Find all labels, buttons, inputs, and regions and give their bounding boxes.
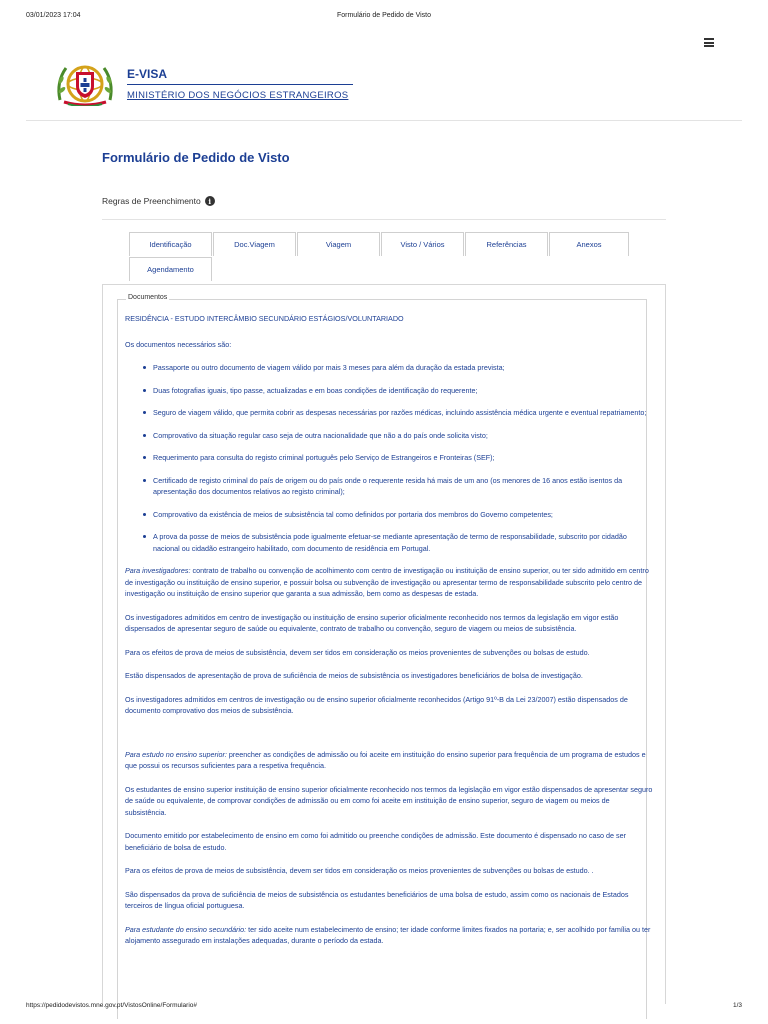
secondary-paragraph — [125, 924, 653, 947]
paragraph: Documento emitido por estabelecimento de ensino em como foi admitido ou preenche condições de admissão. Este documento é dispensado no caso de ser beneficiário de bolsa de estudo. — [125, 831, 627, 852]
print-url: https://pedidodevistos.mne.gov.pt/VistosOnline/Formulario# — [26, 1002, 198, 1009]
list-item: Comprovativo da existência de meios de subsistência tal como definidos por portaria dos membros do Governo competentes; — [125, 509, 653, 521]
spacer — [125, 729, 653, 749]
paragraph: Os estudantes de ensino superior instituição de ensino superior oficialmente reconhecido nos termos da legislação em vigor estão dispensados de apresentar seguro de saúde ou equivalente, de comprovar condições de admissão ou em como foi aceite em instituição de ensino superior, seguro de viagem ou meios de subsistência. — [125, 784, 653, 817]
higher-education-text: preencher as condições de admissão ou foi aceite em instituição do ensino superior para frequência de um programa de estudos e que possui os recursos suficientes para a respetiva frequência. — [125, 749, 646, 770]
secondary-text: ter sido aceite num estabelecimento de ensino; ter idade conforme limites fixados na portaria; e, ser acolhido por família ou ter alojamento assegurado em instalações adequadas, durante o período da estada. — [125, 924, 651, 945]
brand-divider — [127, 84, 353, 85]
documents-legend: Documentos — [128, 294, 168, 301]
paragraph: Os investigadores admitidos em centro de investigação ou instituição de ensino superior oficialmente reconhecido nos termos da legislação em vigor estão dispensados de apresentar seguro de saúde ou equivalente, contrato de trabalho ou convenção, seguro de viagem ou meios de subsistência. — [125, 612, 619, 633]
documents-list — [125, 362, 653, 554]
paragraph: Estão dispensados de apresentação de prova de suficiência de meios de subsistência os investigadores beneficiários de bolsa de investigação. — [125, 671, 583, 680]
researchers-text: contrato de trabalho ou convenção de acolhimento com centro de investigação ou instituição de ensino superior, ou ter sido admitido em centro de investigação ou instituição de ensino superior, e possuir bolsa ou subvenção de investigação ou apresentar termo de responsabilidade subscrito pelo centro de investigação ou instituição de ensino superior que garanta a sua admissão, bem como as despesas de estada. — [125, 566, 649, 598]
fill-rules[interactable] — [102, 196, 215, 206]
paragraph: Os investigadores admitidos em centros de investigação ou de ensino superior oficialmente reconhecidos (Artigo 91º-B da Lei 23/2007) estão dispensados de documento comprovativo dos meios de subsistência. — [125, 694, 628, 715]
secondary-label: Para estudante do ensino secundário: — [125, 924, 247, 934]
rules-divider — [102, 219, 666, 220]
ministry-link[interactable]: MINISTÉRIO DOS NEGÓCIOS ESTRANGEIROS — [127, 90, 349, 101]
list-item: Passaporte ou outro documento de viagem válido por mais 3 meses para além da duração da estada prevista; — [125, 362, 653, 374]
tab-visto-varios[interactable]: Visto / Vários — [381, 232, 464, 256]
higher-education-label: Para estudo no ensino superior: — [125, 749, 227, 759]
list-item: Duas fotografias iguais, tipo passe, actualizadas e em boas condições de identificação do requerente; — [125, 385, 653, 397]
hamburger-menu-icon[interactable] — [704, 38, 714, 47]
page-title: Formulário de Pedido de Visto — [102, 150, 290, 165]
print-title: Formulário de Pedido de Visto — [336, 12, 432, 19]
fill-rules-label[interactable]: Regras de Preenchimento — [102, 196, 201, 206]
researchers-label: Para investigadores: — [125, 566, 191, 575]
print-header — [26, 12, 742, 24]
tab-identificacao[interactable]: Identificação — [129, 232, 212, 256]
visa-type-heading: RESIDÊNCIA - ESTUDO INTERCÂMBIO SECUNDÁRIO ESTÁGIOS/VOLUNTARIADO — [125, 314, 404, 323]
print-date: 03/01/2023 17:04 — [26, 12, 81, 19]
paragraph: São dispensados da prova de suficiência de meios de subsistência os estudantes beneficiários de uma bolsa de estudo, assim como os nacionais de Estados terceiros de língua oficial portuguesa. — [125, 889, 629, 910]
brand-name[interactable]: E-VISA — [127, 67, 168, 81]
documents-panel — [102, 284, 666, 1004]
tab-doc-viagem[interactable]: Doc.Viagem — [213, 232, 296, 256]
paragraph: Para os efeitos de prova de meios de subsistência, devem ser tidos em consideração os meios provenientes de subvenções ou bolsas de estudo. — [125, 647, 590, 657]
list-item: A prova da posse de meios de subsistência pode igualmente efetuar-se mediante apresentação de termo de responsabilidade, subscrito por cidadão nacional ou cidadão estrangeiro habilitado, com documento de residência em Portugal. — [125, 531, 653, 554]
tab-anexos[interactable]: Anexos — [549, 232, 629, 256]
researchers-paragraph — [125, 565, 653, 600]
paragraph: Para os efeitos de prova de meios de subsistência, devem ser tidos em consideração os meios provenientes de subvenções ou bolsas de estudo. . — [125, 866, 594, 875]
documents-intro: Os documentos necessários são: — [125, 339, 232, 349]
tab-viagem[interactable]: Viagem — [297, 232, 380, 256]
portugal-coat-of-arms-icon — [52, 60, 118, 106]
list-item: Requerimento para consulta do registo criminal português pelo Serviço de Estrangeiros e Fronteiras (SEF); — [125, 452, 653, 464]
list-item: Comprovativo da situação regular caso seja de outra nacionalidade que não a do país onde solicita visto; — [125, 430, 653, 442]
list-item: Seguro de viagem válido, que permita cobrir as despesas necessárias por razões médicas, incluindo assistência médica urgente e eventual repatriamento; — [125, 407, 653, 419]
tab-referencias[interactable]: Referências — [465, 232, 548, 256]
documents-content — [125, 313, 653, 959]
tab-agendamento[interactable]: Agendamento — [129, 257, 212, 281]
list-item: Certificado de registo criminal do país de origem ou do país onde o requerente resida há mais de um ano (os menores de 16 anos estão isentos da apresentação dos documentos relativos ao registo criminal); — [125, 475, 653, 498]
print-page-number: 1/3 — [732, 1002, 742, 1009]
info-icon[interactable]: i — [205, 196, 215, 206]
higher-education-paragraph — [125, 749, 653, 772]
print-footer — [26, 1002, 742, 1014]
header-divider — [26, 120, 742, 121]
